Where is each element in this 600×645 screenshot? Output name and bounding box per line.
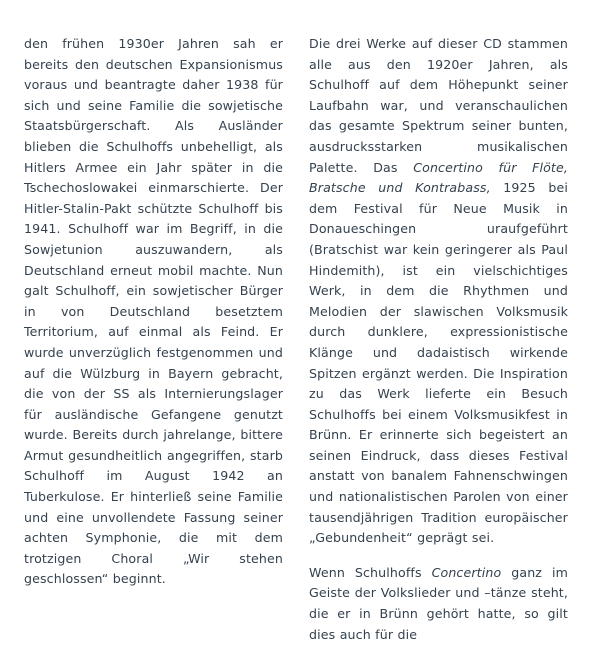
paragraph-text-segment: Wenn Schulhoffs [309,564,432,580]
paragraph-text-segment: 1925 bei dem Festival für Neue Musik in Donaueschingen uraufgeführt (Bratschist war kein geringerer als Paul Hindemith), ist ein vielschichtiges Werk, in dem die Rhythmen und Melodien der slawischen Volksmusik durch dunklere, expressionistische Klänge und dadaistisch wirkende Spitzen ergänzt werden. Die Inspiration zu das Werk lieferte ein Besuch Schulhoffs bei einem Volksmusikfest in Brünn. Er erinnerte sich begeistert an seinen Eindruck, dass dieses Festival anstatt von banalem Fahnenschwingen und nationalistischen Parolen von einer tausendjährigen Tradition europäischer „Gebundenheit“ geprägt sei. [309,180,568,546]
two-column-layout [24,34,578,642]
right-column [309,34,569,642]
work-title-concertino: Concertino [431,564,502,580]
left-column-paragraph: den frühen 1930er Jahren sah er bereits den deutschen Expansionismus voraus und beantragte daher 1938 für sich und seine Familie die sowjetische Staatsbürgerschaft. Als Ausländer blieben die Schulhoffs unbehelligt, als Hitlers Armee ein Jahr später in die Tschechoslowakei einmarschierte. Der Hitler-Stalin-Pakt schützte Schulhoff bis 1941. Schulhoff war im Begriff, in die Sowjetunion auszuwandern, als Deutschland erneut mobil machte. Nun galt Schulhoff, ein sowjetischer Bürger in von Deutschland besetztem Territorium, auf einmal als Feind. Er wurde unverzüglich festgenommen und auf die Wülzburg in Bayern gebracht, die von der SS als Internierungslager für ausländische Gefangene genutzt wurde. Bereits durch jahrelange, bittere Armut gesundheitlich angegriffen, starb Schulhoff im August 1942 an Tuberkulose. Er hinterließ seine Familie und eine unvollendete Fassung seiner achten Symphonie, die mit dem trotzigen Choral „Wir stehen geschlossen“ beginnt. [24,36,283,587]
left-column [24,34,283,597]
right-column-paragraph-2 [309,563,568,645]
work-title-concertino-full: Concertino für Flöte, Bratsche und Kontrabass, [309,159,568,196]
paragraph-text-segment: Die drei Werke auf dieser CD stammen alle aus den 1920er Jahren, als Schulhoff auf dem Höhepunkt seiner Laufbahn war, und veranschaulichen das gesamte Spektrum seiner bunten, ausdrucksstarken musikalischen Palette. Das [309,36,568,175]
right-column-paragraph-1 [309,34,568,549]
paragraph-text-segment: ganz im Geiste der Volkslieder und –tänze steht, die er in Brünn gehört hatte, so gilt dies auch für die [309,564,569,642]
